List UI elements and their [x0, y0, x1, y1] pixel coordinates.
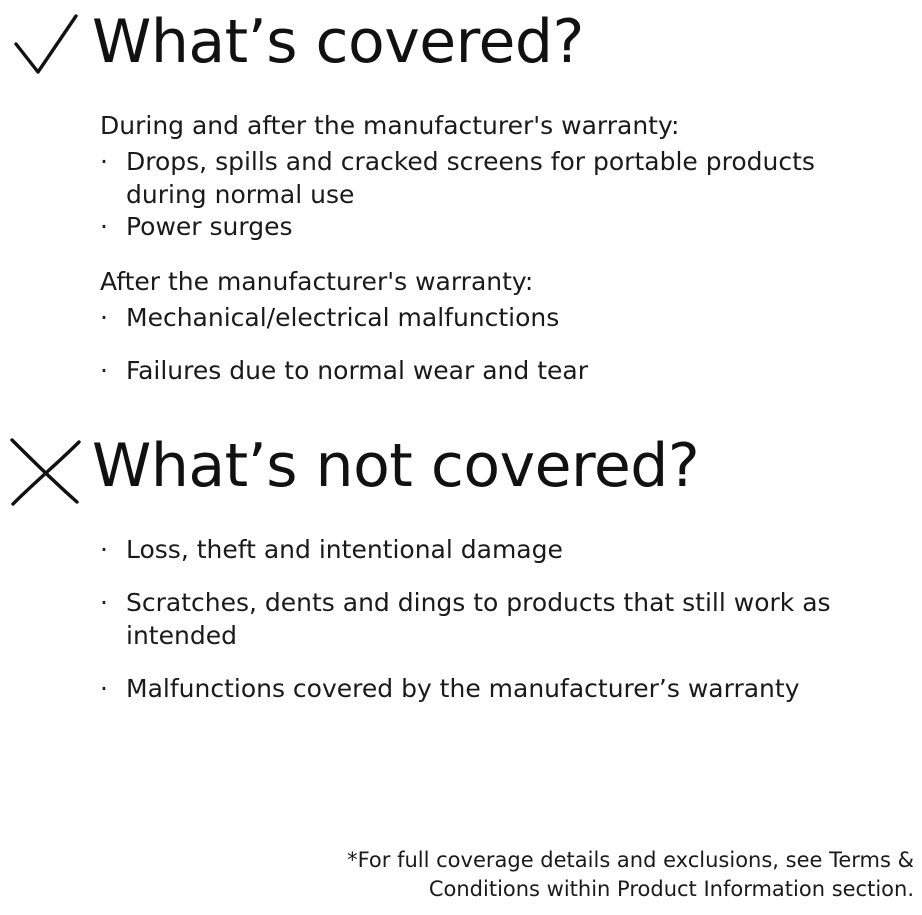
footnote [0, 846, 914, 903]
list-item [100, 673, 882, 706]
list-item [100, 146, 882, 211]
list-item [100, 534, 882, 567]
list-item-label: Failures due to normal wear and tear [126, 356, 588, 385]
covered-heading-row [0, 7, 922, 86]
bullet-dot: · [100, 212, 108, 241]
covered-title: What’s covered? [92, 7, 584, 77]
bullet-dot: · [100, 588, 108, 617]
list-item-label: Mechanical/electrical malfunctions [126, 302, 560, 332]
covered-lead-during-after: During and after the manufacturer's warranty: [100, 111, 680, 140]
not-covered-title: What’s not covered? [92, 430, 700, 501]
not-covered-list [100, 534, 882, 706]
list-item-label: Power surges [126, 212, 293, 241]
bullet-dot: · [100, 302, 108, 332]
x-mark-icon [0, 434, 92, 510]
list-item-label: Malfunctions covered by the manufacturer’s warranty [126, 674, 800, 703]
not-covered-body [0, 534, 922, 706]
list-item [100, 302, 882, 335]
footnote-line-1: *For full coverage details and exclusions, see Terms & [347, 848, 914, 873]
covered-body [0, 110, 922, 388]
not-covered-heading-row [0, 430, 922, 510]
bullet-dot: · [100, 674, 108, 703]
section-whats-not-covered [0, 430, 922, 706]
covered-list-during-after [100, 146, 882, 244]
list-item-label: Loss, theft and intentional damage [126, 534, 563, 564]
footnote-line-2: Conditions within Product Information section. [428, 876, 914, 901]
bullet-dot: · [100, 147, 108, 176]
covered-list-after [100, 302, 882, 388]
list-item [100, 211, 882, 244]
bullet-dot: · [100, 356, 108, 385]
list-item-label: Scratches, dents and dings to products that still work as intended [126, 588, 831, 650]
check-mark-icon [0, 10, 92, 86]
spacer [100, 244, 882, 266]
section-whats-covered [0, 0, 922, 388]
bullet-dot: · [100, 534, 108, 564]
list-item [100, 355, 882, 388]
covered-lead-after: After the manufacturer's warranty: [100, 266, 534, 296]
list-item-label: Drops, spills and cracked screens for portable products during normal use [126, 147, 815, 209]
list-item [100, 587, 882, 652]
